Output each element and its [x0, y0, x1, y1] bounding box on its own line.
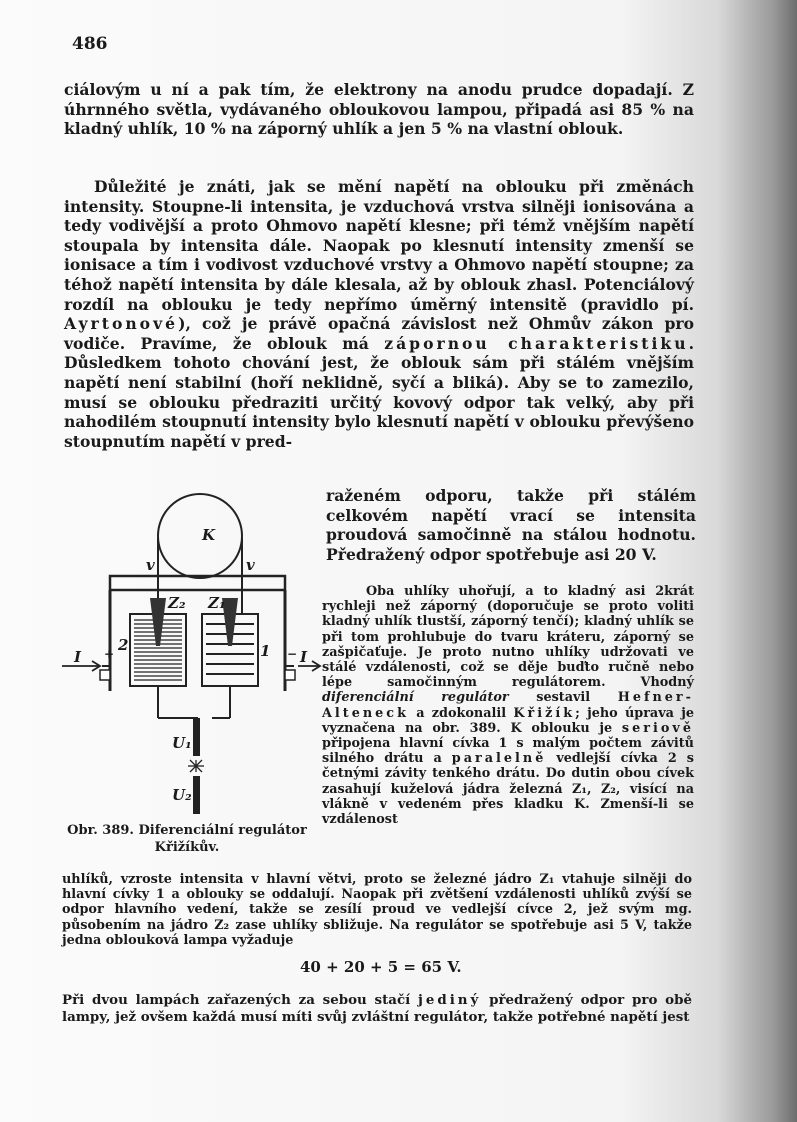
page-number: 486: [72, 34, 108, 54]
label-i-left: I: [74, 648, 82, 666]
regulator-figure: [62, 486, 322, 816]
small-print-continued: [62, 872, 692, 948]
small-print-block: [322, 584, 694, 827]
paragraph-1-text: ciálovým u ní a pak tím, že elektrony na anodu prudce dopadají. Z úhrnného světla, vydávaného obloukovou lampou, připadá asi 85 % na kladný uhlík, 10 % na záporný uhlík a jen 5 % na vlastní oblouk.: [64, 80, 694, 139]
paragraph-3: raženém odporu, takže při stálém celkovém napětí vrací se intensita proudová samočinně na stálou hodnotu. Předražený odpor spotřebuje asi 20 V.: [326, 486, 696, 564]
label-minus: −: [287, 647, 298, 661]
caption-line-1: Obr. 389. Diferenciální regulátor: [67, 823, 307, 838]
caption-line-2: Křižíkův.: [154, 840, 220, 855]
last-part-a: Při dvou lampách zařazených za sebou stačí: [62, 992, 418, 1008]
lower-carbon: [193, 776, 200, 814]
paragraph-2-part-b: ), což je právě opačná závislost než Ohmův zákon pro vodiče. Pravíme, že oblouk má: [64, 314, 694, 353]
label-v-right: v: [246, 556, 255, 574]
name-krizik: Křižík: [513, 705, 576, 721]
name-hefner-alteneck: Hefner-Alteneck: [322, 690, 694, 721]
term-parallel: paralelně: [451, 751, 547, 767]
label-plus: +: [104, 647, 115, 661]
label-z2: Z₂: [168, 594, 186, 612]
small-part-f: vedlejší cívka 2 s četnými závity tenkého drátu. Do dutin obou cívek zasahují kuželová jádra železná Z₁, Z₂, visící na vlákně v vedeném přes kladku K. Zmenší-li se vzdálenost: [322, 751, 694, 828]
last-paragraph: [62, 992, 692, 1026]
label-k: K: [202, 526, 216, 544]
label-coil-1: 1: [260, 642, 271, 660]
label-u2: U₂: [172, 786, 192, 804]
figure-caption: [62, 822, 312, 856]
label-v-left: v: [146, 556, 155, 574]
pulley-k: [158, 494, 242, 578]
term-differential-regulator: diferenciální regulátor: [322, 690, 509, 706]
label-z1: Z₁: [208, 594, 226, 612]
last-part-b: předražený odpor pro obě lampy, jež ovšem každá musí míti svůj zvláštní regulátor, takže potřebné napětí jest: [62, 992, 692, 1025]
emphasis-negative-characteristic: zápornou charakteristiku: [384, 333, 689, 353]
paragraph-2-part-a: Důležité je znáti, jak se mění napětí na oblouku při změnách intensity. Stoupne-li intensita, je vzduchová vrstva silněji ionisována a tedy vodivější a proto Ohmovo napětí klesne; při témž vnějším napětí stoupala by intensita dále. Naopak po klesnutí intensity zmenší se ionisace a tím i vodivost vzduchové vrstvy a Ohmovo napětí stoupne; za téhož napětí intensita by dále klesala, až by oblouk zhasl. Potenciálový rozdíl na oblouku je tedy nepřímo úměrný intensitě (pravidlo pí.: [64, 177, 694, 314]
label-u1: U₁: [172, 734, 192, 752]
small-part-e: připojena hlavní cívka 1 s malým počtem závitů silného drátu a: [322, 736, 694, 767]
paragraph-1: [64, 80, 694, 139]
name-ayrton: Ayrtonové: [64, 314, 179, 334]
small-print-continued-text: uhlíků, vzroste intensita v hlavní větvi, proto se železné jádro Z₁ vtahuje silněji do hlavní cívky 1 a oblouky se oddalují. Naopak při zvětšení vzdálenosti uhlíků zvýší se odpor hlavního vedení, takže se zesílí proud ve vedlejší cívce 2, jež svým mg. působením na jádro Z₂ zase uhlíky sbližuje. Na regulátor se spotřebuje asi 5 V, takže jedna oblouková lampa vyžaduje: [62, 872, 692, 948]
upper-carbon: [193, 718, 200, 756]
emphasis-single: jediný: [417, 992, 482, 1008]
label-coil-2: 2: [118, 636, 129, 654]
small-part-c: a zdokonalil: [408, 705, 514, 721]
small-part-d: ; jeho úprava je vyznačena na obr. 389. K oblouku je: [322, 705, 694, 736]
paragraph-2-text: [64, 177, 694, 451]
arc-spark: [188, 760, 204, 772]
paragraph-2: [64, 177, 694, 451]
small-part-a: Oba uhlíky uhořují, a to kladný asi 2krát rychleji než záporný (doporučuje se proto voliti kladný uhlík tlustší, záporný tenčí); kladný uhlík se při tom prohlubuje do tvaru kráteru, záporný se zašpičaťuje. Je proto nutno uhlíky udržovati ve stálé vzdálenosti, což se děje buďto ručně nebo lépe samočinným regulátorem. Vhodný: [322, 584, 694, 691]
small-part-b: sestavil: [508, 690, 618, 706]
formula: 40 + 20 + 5 = 65 V.: [300, 958, 462, 976]
label-i-right: I: [300, 648, 308, 666]
paragraph-2-part-c: . Důsledkem tohoto chování jest, že oblouk sám při stálém vnějším napětí není stabilní (hoří neklidně, syčí a bliká). Aby se to zamezilo, musí se oblouku předraziti určitý kovový odpor tak velký, aby při nahodilém stoupnutí intensity bylo klesnutí napětí v oblouku převýšeno stoupnutím napětí v pred-: [64, 333, 694, 451]
small-print-text: [322, 584, 694, 827]
term-serially: seriově: [621, 720, 694, 736]
